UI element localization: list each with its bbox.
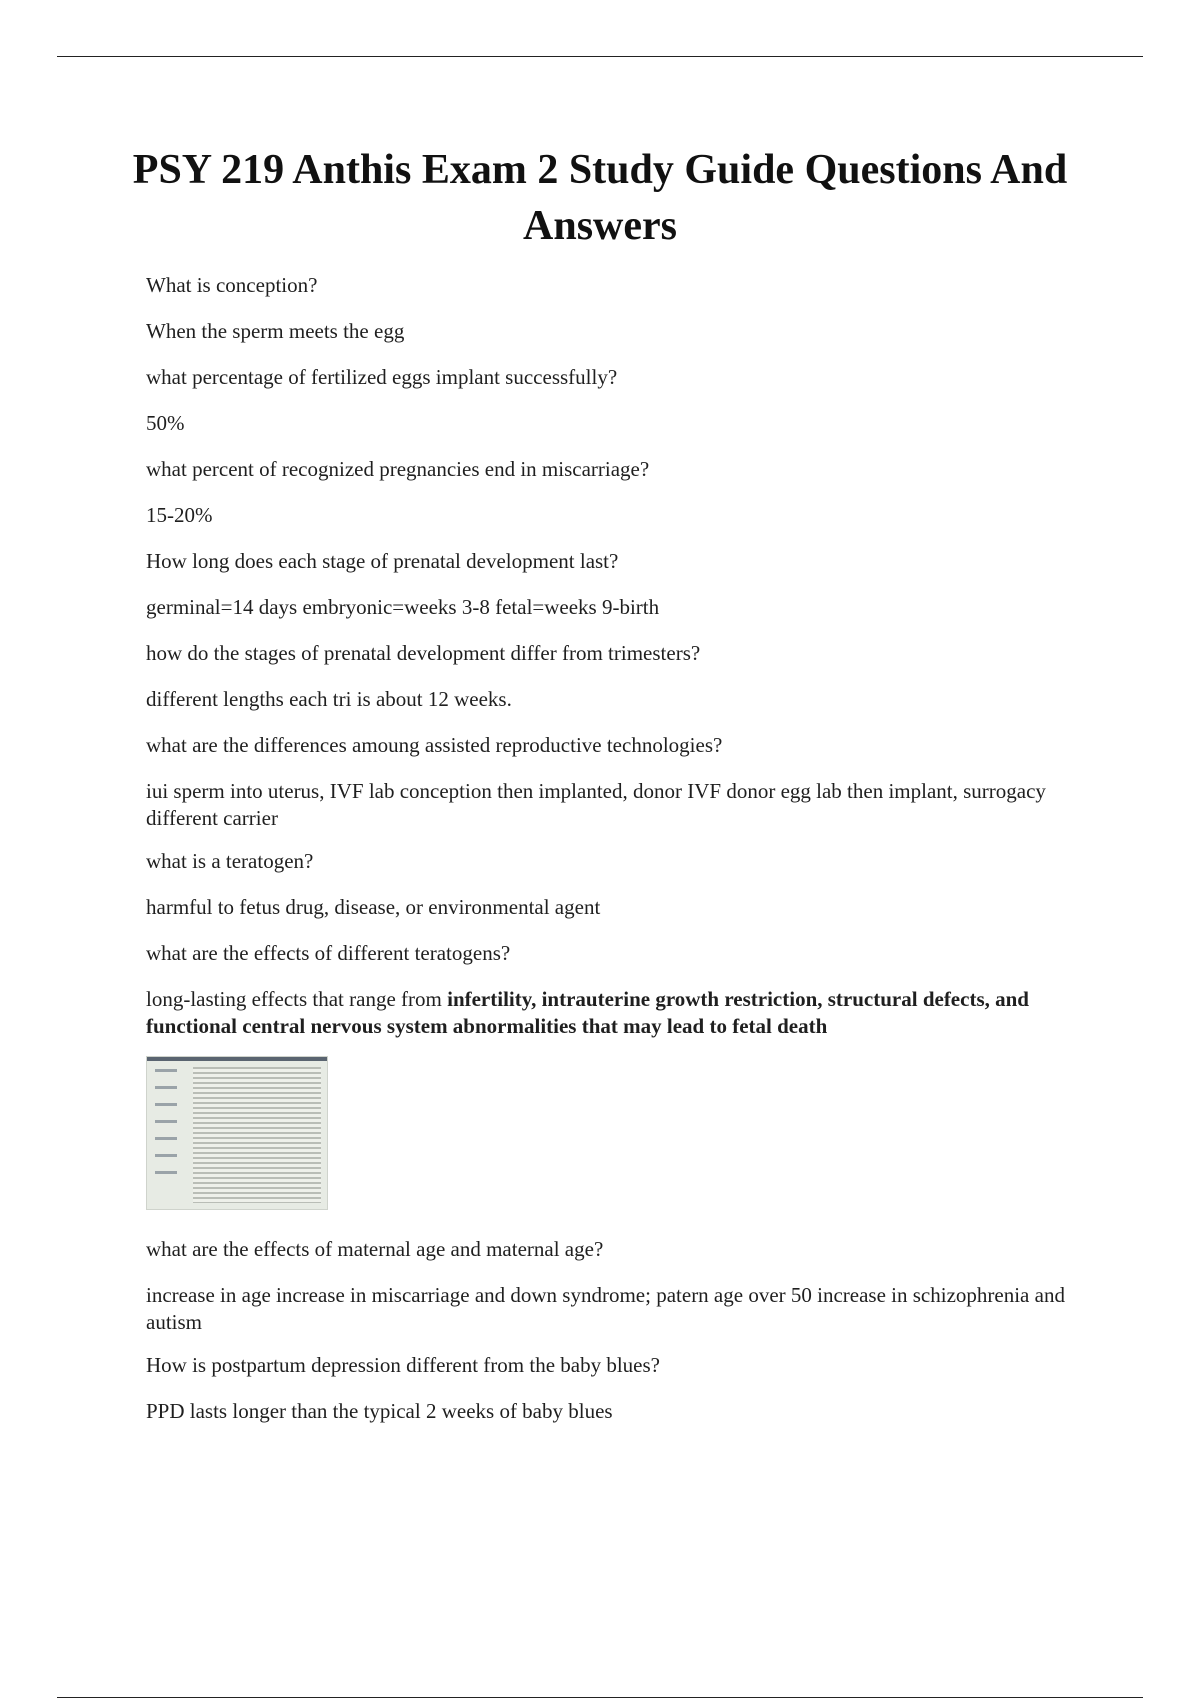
screenshot-thumbnail: [146, 1056, 328, 1210]
study-guide-content: [146, 272, 1091, 1444]
answer-teratogen-effects: [146, 986, 1091, 1040]
answer-stages-vs-trimesters: different lengths each tri is about 12 weeks.: [146, 687, 512, 711]
answer-teratogen: harmful to fetus drug, disease, or environmental agent: [146, 895, 601, 919]
answer-maternal-age: increase in age increase in miscarriage and down syndrome; patern age over 50 increase in schizophrenia and autism: [146, 1283, 1065, 1334]
bottom-rule: [57, 1697, 1143, 1698]
answer-implant-percentage: 50%: [146, 411, 185, 435]
answer-postpartum-depression: PPD lasts longer than the typical 2 weeks of baby blues: [146, 1399, 613, 1423]
question-miscarriage-percent: what percent of recognized pregnancies end in miscarriage?: [146, 457, 650, 481]
answer-teratogen-effects-prefix: long-lasting effects that range from: [146, 987, 448, 1011]
question-teratogen: what is a teratogen?: [146, 849, 314, 873]
top-rule: [57, 56, 1143, 57]
question-assisted-reproduction: what are the differences amoung assisted reproductive technologies?: [146, 733, 723, 757]
answer-teratogen-effects-bold: infertility, intrauterine growth restriction, structural defects, and functional central nervous system abnormalities that may lead to fetal death: [146, 987, 1029, 1038]
thumbnail-sidebar: [155, 1069, 185, 1199]
question-conception: What is conception?: [146, 273, 318, 297]
answer-stage-length: germinal=14 days embryonic=weeks 3-8 fetal=weeks 9-birth: [146, 595, 660, 619]
answer-assisted-reproduction: iui sperm into uterus, IVF lab conception then implanted, donor IVF donor egg lab then implant, surrogacy different carrier: [146, 779, 1046, 830]
answer-miscarriage-percent: 15-20%: [146, 503, 213, 527]
question-implant-percentage: what percentage of fertilized eggs implant successfully?: [146, 365, 618, 389]
answer-conception: When the sperm meets the egg: [146, 319, 405, 343]
thumbnail-text-block: [193, 1067, 321, 1203]
page-title: PSY 219 Anthis Exam 2 Study Guide Questions And Answers: [132, 147, 1068, 249]
question-stage-length: How long does each stage of prenatal development last?: [146, 549, 619, 573]
thumbnail-top-bar: [147, 1057, 327, 1061]
question-postpartum-depression: How is postpartum depression different from the baby blues?: [146, 1353, 660, 1377]
question-maternal-age: what are the effects of maternal age and maternal age?: [146, 1237, 604, 1261]
question-stages-vs-trimesters: how do the stages of prenatal development differ from trimesters?: [146, 641, 701, 665]
question-teratogen-effects: what are the effects of different teratogens?: [146, 941, 511, 965]
